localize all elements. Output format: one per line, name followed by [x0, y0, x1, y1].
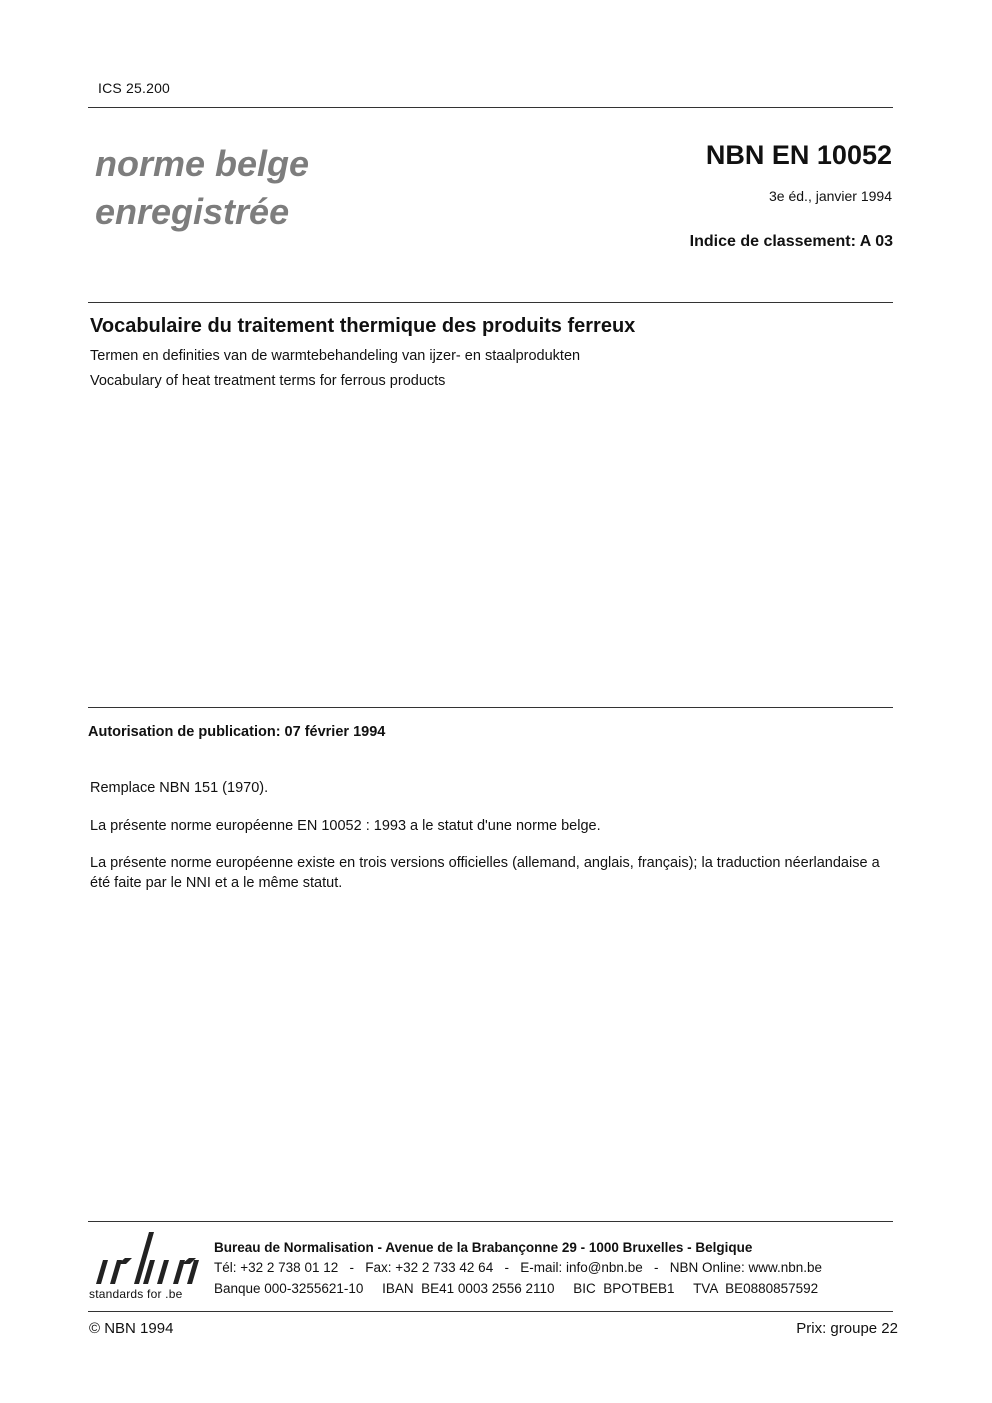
price-group: Prix: groupe 22	[796, 1320, 898, 1337]
ics-code: ICS 25.200	[98, 80, 171, 96]
classification-index: Indice de classement: A 03	[689, 233, 893, 250]
footer-contact: Tél: +32 2 738 01 12 - Fax: +32 2 733 42 64 - E-mail: info@nbn.be - NBN Online: www.nbn.be	[214, 1260, 823, 1275]
edition-date: 3e éd., janvier 1994	[769, 188, 892, 204]
bottom-divider	[88, 1311, 893, 1312]
versions-text: La présente norme européenne existe en trois versions officielles (allemand, anglais, français); la traduction néerlandaise a été faite par le NNI et a le même statut.	[90, 855, 880, 891]
status-text: La présente norme européenne EN 10052 : 1993 a le statut d'une norme belge.	[90, 818, 601, 834]
logo-tagline: standards for .be	[89, 1287, 183, 1301]
top-divider	[88, 107, 893, 108]
footer-address: Bureau de Normalisation - Avenue de la Brabançonne 29 - 1000 Bruxelles - Belgique	[214, 1240, 753, 1255]
title-dutch: Termen en definities van de warmtebehandeling van ijzer- en staalprodukten	[90, 348, 581, 364]
footer-divider	[88, 1221, 893, 1222]
copyright: © NBN 1994	[89, 1320, 174, 1337]
replaces-text: Remplace NBN 151 (1970).	[90, 780, 269, 796]
publication-authorization: Autorisation de publication: 07 février 1994	[88, 724, 386, 740]
title-french: Vocabulaire du traitement thermique des produits ferreux	[90, 315, 636, 337]
norm-type-title	[95, 140, 309, 236]
title-divider	[88, 302, 893, 303]
norm-type-line2: enregistrée	[95, 191, 290, 232]
publication-divider	[88, 707, 893, 708]
title-english: Vocabulary of heat treatment terms for ferrous products	[90, 373, 446, 389]
footer-bank: Banque 000-3255621-10 IBAN BE41 0003 2556 2110 BIC BPOTBEB1 TVA BE0880857592	[214, 1281, 819, 1296]
standard-number: NBN EN 10052	[705, 140, 892, 170]
norm-type-line1: norme belge	[95, 143, 310, 184]
